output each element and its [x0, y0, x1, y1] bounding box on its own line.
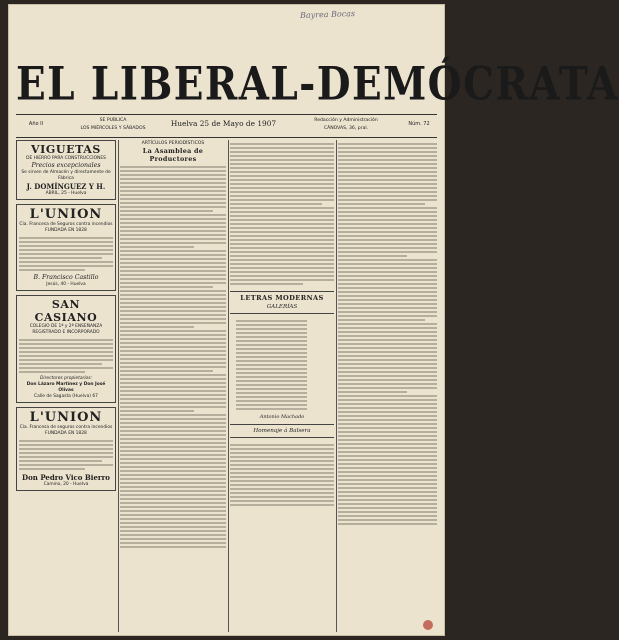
ad-directors-names: Don Lázaro Martínez y Don José Olivas: [26, 382, 106, 393]
info-bar: [16, 114, 437, 138]
ad-title: L'UNION: [29, 207, 103, 222]
ad-directors-label: Directores propietarios:: [40, 376, 92, 381]
poem-verses: [230, 317, 334, 413]
ad-san-casiano: [16, 295, 116, 403]
article-body: [338, 140, 437, 528]
column-1: [16, 140, 116, 632]
days-label: LOS MIÉRCOLES Y SÁBADOS: [80, 126, 146, 131]
section-label: ARTÍCULOS PERIODÍSTICOS: [141, 141, 205, 146]
dateline: Huelva 25 de Mayo de 1907: [170, 119, 277, 128]
publica-label: SE PUBLICA: [99, 118, 127, 123]
newspaper-title: EL LIBERAL-DEMÓCRATA: [16, 56, 619, 112]
masthead: [16, 56, 619, 112]
redaccion-label: Redacción y Administración: [314, 118, 378, 123]
ad-body-text: [19, 234, 113, 274]
ad-agent: B. Francisco Castillo: [33, 274, 99, 281]
article-body: [230, 441, 334, 509]
year-label: Año II: [28, 121, 44, 127]
ad-subtitle-2: REGISTRADO E INCORPORADO: [32, 330, 100, 335]
ad-agent-address: Jesús, 40 - Huelva: [46, 282, 86, 287]
ad-body-text: [19, 336, 113, 376]
publication-days: [78, 117, 148, 133]
poem-author: Antonio Machado: [259, 414, 305, 420]
ad-address: ABRIL, 25 - Huelva: [45, 191, 87, 196]
address-label: CÁNOVAS, 36, pral.: [323, 126, 369, 131]
column-4: [338, 140, 437, 632]
poem-title: GALERÍAS: [266, 304, 298, 310]
ad-lunion: [16, 204, 116, 291]
ad-line: Se sirven de Almacén y directamente de Fábrica: [21, 170, 111, 181]
ad-agent-address: Camino, 20 - Huelva: [43, 482, 89, 487]
column-rule: [228, 140, 229, 632]
article-body: [120, 163, 226, 551]
ad-title: VIGUETAS: [31, 143, 101, 156]
ad-body-text: [19, 437, 113, 473]
column-rule: [118, 140, 119, 632]
homenaje-section: [230, 424, 334, 438]
ad-address: Calle de Sagasta (Huelva) 67: [34, 394, 98, 399]
issue-number: Núm. 72: [408, 121, 430, 127]
handwritten-note: Bayrea Bocas: [299, 9, 356, 20]
article-headline: La Asamblea de Productores: [142, 147, 204, 163]
column-2: [120, 140, 226, 632]
ad-prices: Precios excepcionales: [31, 162, 101, 169]
column-rule: [336, 140, 337, 632]
ad-founded: FUNDADA EN 1828: [45, 431, 87, 436]
ad-title: L'UNION: [29, 410, 103, 425]
article-body: [230, 140, 334, 288]
ad-agent: Don Pedro Vico Bierro: [22, 473, 110, 482]
article-title: Homenaje á Balsera: [253, 428, 311, 434]
letras-modernas-section: [230, 291, 334, 314]
stamp-mark: [423, 620, 433, 630]
ad-merchant: J. DOMÍNGUEZ Y H.: [26, 182, 106, 191]
ad-viguetas: [16, 140, 116, 200]
ad-subtitle: COLEGIO DE 1ª y 2ª ENSEÑANZA: [29, 324, 103, 329]
ad-title: SAN CASIANO: [34, 298, 98, 324]
column-3: [230, 140, 334, 632]
ad-subtitle: Cía. Francesa de seguros contra incendios: [19, 425, 113, 430]
ad-lunion-2: [16, 407, 116, 491]
administration-info: [301, 117, 391, 133]
section-title: LETRAS MODERNAS: [240, 294, 324, 302]
ad-subtitle: Cía. Francesa de Seguros contra incendios: [19, 222, 113, 227]
ad-subtitle: DE HIERRO PARA CONSTRUCCIONES: [26, 156, 106, 161]
columns: [16, 140, 437, 632]
ad-founded: FUNDADA EN 1828: [45, 228, 87, 233]
newspaper-page: [8, 4, 619, 636]
